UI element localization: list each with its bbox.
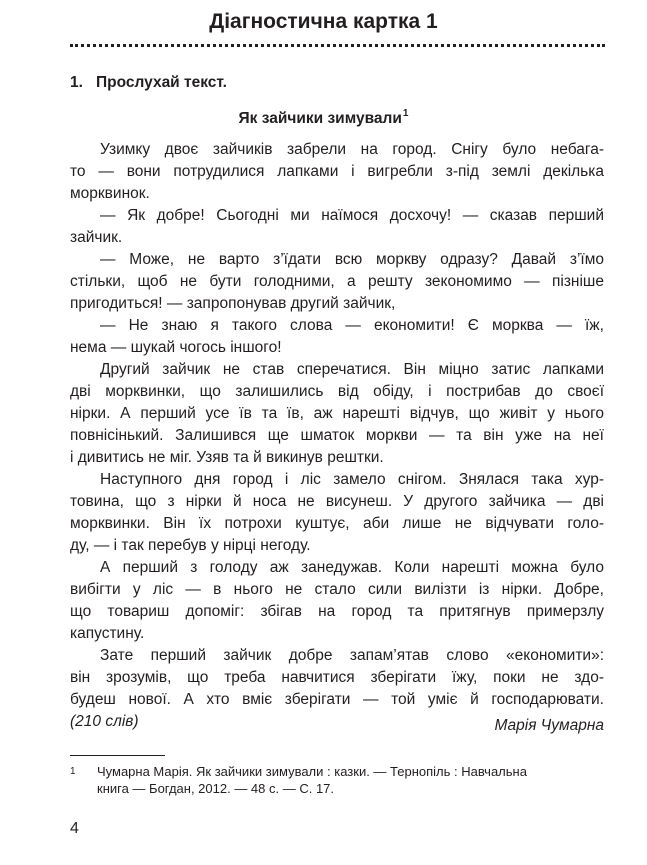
story-line: морквинок. — [70, 185, 150, 202]
story-line: капустину. — [70, 625, 145, 642]
story-line: і дивитись не міг. Узяв та й викинув рештки. — [70, 449, 384, 466]
story-line: — Як добре! Сьогодні ми наїмося досхочу! — сказав перший — [100, 207, 604, 224]
story-line: А перший з голоду аж занедужав. Коли нарешті можна було — [100, 559, 604, 576]
story-line: то — вони потрудилися лапками і вигребли з-під землі декілька — [70, 163, 604, 180]
task-instruction — [70, 74, 227, 92]
story-line: морквинки. Він їх потрохи куштує, аби лише не відчувати голо- — [70, 515, 604, 532]
story-title — [0, 110, 647, 128]
story-line: вибігти у ліс — в нього не стало сили вилізти із нірки. Добре, — [70, 581, 604, 598]
card-title: Діагностична картка 1 — [209, 10, 438, 33]
story-line: товина, що з нірки й носа не висунеш. У другого зайчика — дві — [70, 493, 604, 510]
footnote-text — [97, 763, 604, 797]
story-line: повнісінький. Залишився ще шматок моркви — та він уже на неї — [70, 427, 604, 444]
story-line: Наступного дня город і ліс замело снігом. Знялася така хур- — [100, 471, 604, 488]
story-line: стільки, щоб не бути голодними, а решту зекономимо — пізніше — [70, 273, 604, 290]
story-line: — Не знаю я такого слова — економити! Є морква — їж, — [100, 317, 604, 334]
story-line: нірки. А перший усе їв та їв, аж нарешті відчув, що живіт у нього — [70, 405, 604, 422]
story-body — [70, 139, 604, 733]
story-line: ду, — і так перебув у нірці негоду. — [70, 537, 311, 554]
footnote-line: Чумарна Марія. Як зайчики зимували : казки. — Тернопіль : Навчальна — [97, 764, 527, 779]
story-line: Зате перший зайчик добре запам’ятав слово «економити»: — [100, 647, 604, 664]
task-number: 1. — [70, 74, 83, 91]
footnote-line: книга — Богдан, 2012. — 48 с. — С. 17. — [97, 781, 335, 796]
story-line: дві морквинки, що залишились від обіду, і пострибав до своєї — [70, 383, 604, 400]
story-title-text: Як зайчики зимували — [238, 110, 402, 127]
story-line: будеш нової. А хто вміє зберігати — той уміє й господарювати. — [70, 691, 604, 708]
footnote-divider — [70, 755, 165, 756]
story-line: пригодиться! — запропонував другий зайчик, — [70, 295, 396, 312]
task-text: Прослухай текст. — [96, 74, 227, 91]
story-line: він зрозумів, що треба навчитися зберігати їжу, поки не здо- — [70, 669, 604, 686]
word-count: (210 слів) — [70, 713, 139, 730]
story-line: — Може, не варто з’їдати всю моркву одразу? Давай з’їмо — [100, 251, 604, 268]
story-line: Другий зайчик не став сперечатися. Він міцно затис лапками — [100, 361, 604, 378]
footnote — [70, 763, 604, 797]
page-number: 4 — [70, 820, 79, 837]
footnote-mark: 1 — [70, 766, 76, 777]
story-line: Узимку двоє зайчиків забрели на город. Снігу було небага- — [100, 141, 604, 158]
dotted-divider — [70, 44, 605, 47]
footnote-reference: 1 — [402, 108, 409, 119]
story-line: що товариш допоміг: збігав на город та притягнув примерзлу — [70, 603, 604, 620]
story-author: Марія Чумарна — [494, 717, 604, 734]
story-line: зайчик. — [70, 229, 123, 246]
story-line: нема — шукай чогось іншого! — [70, 339, 282, 356]
